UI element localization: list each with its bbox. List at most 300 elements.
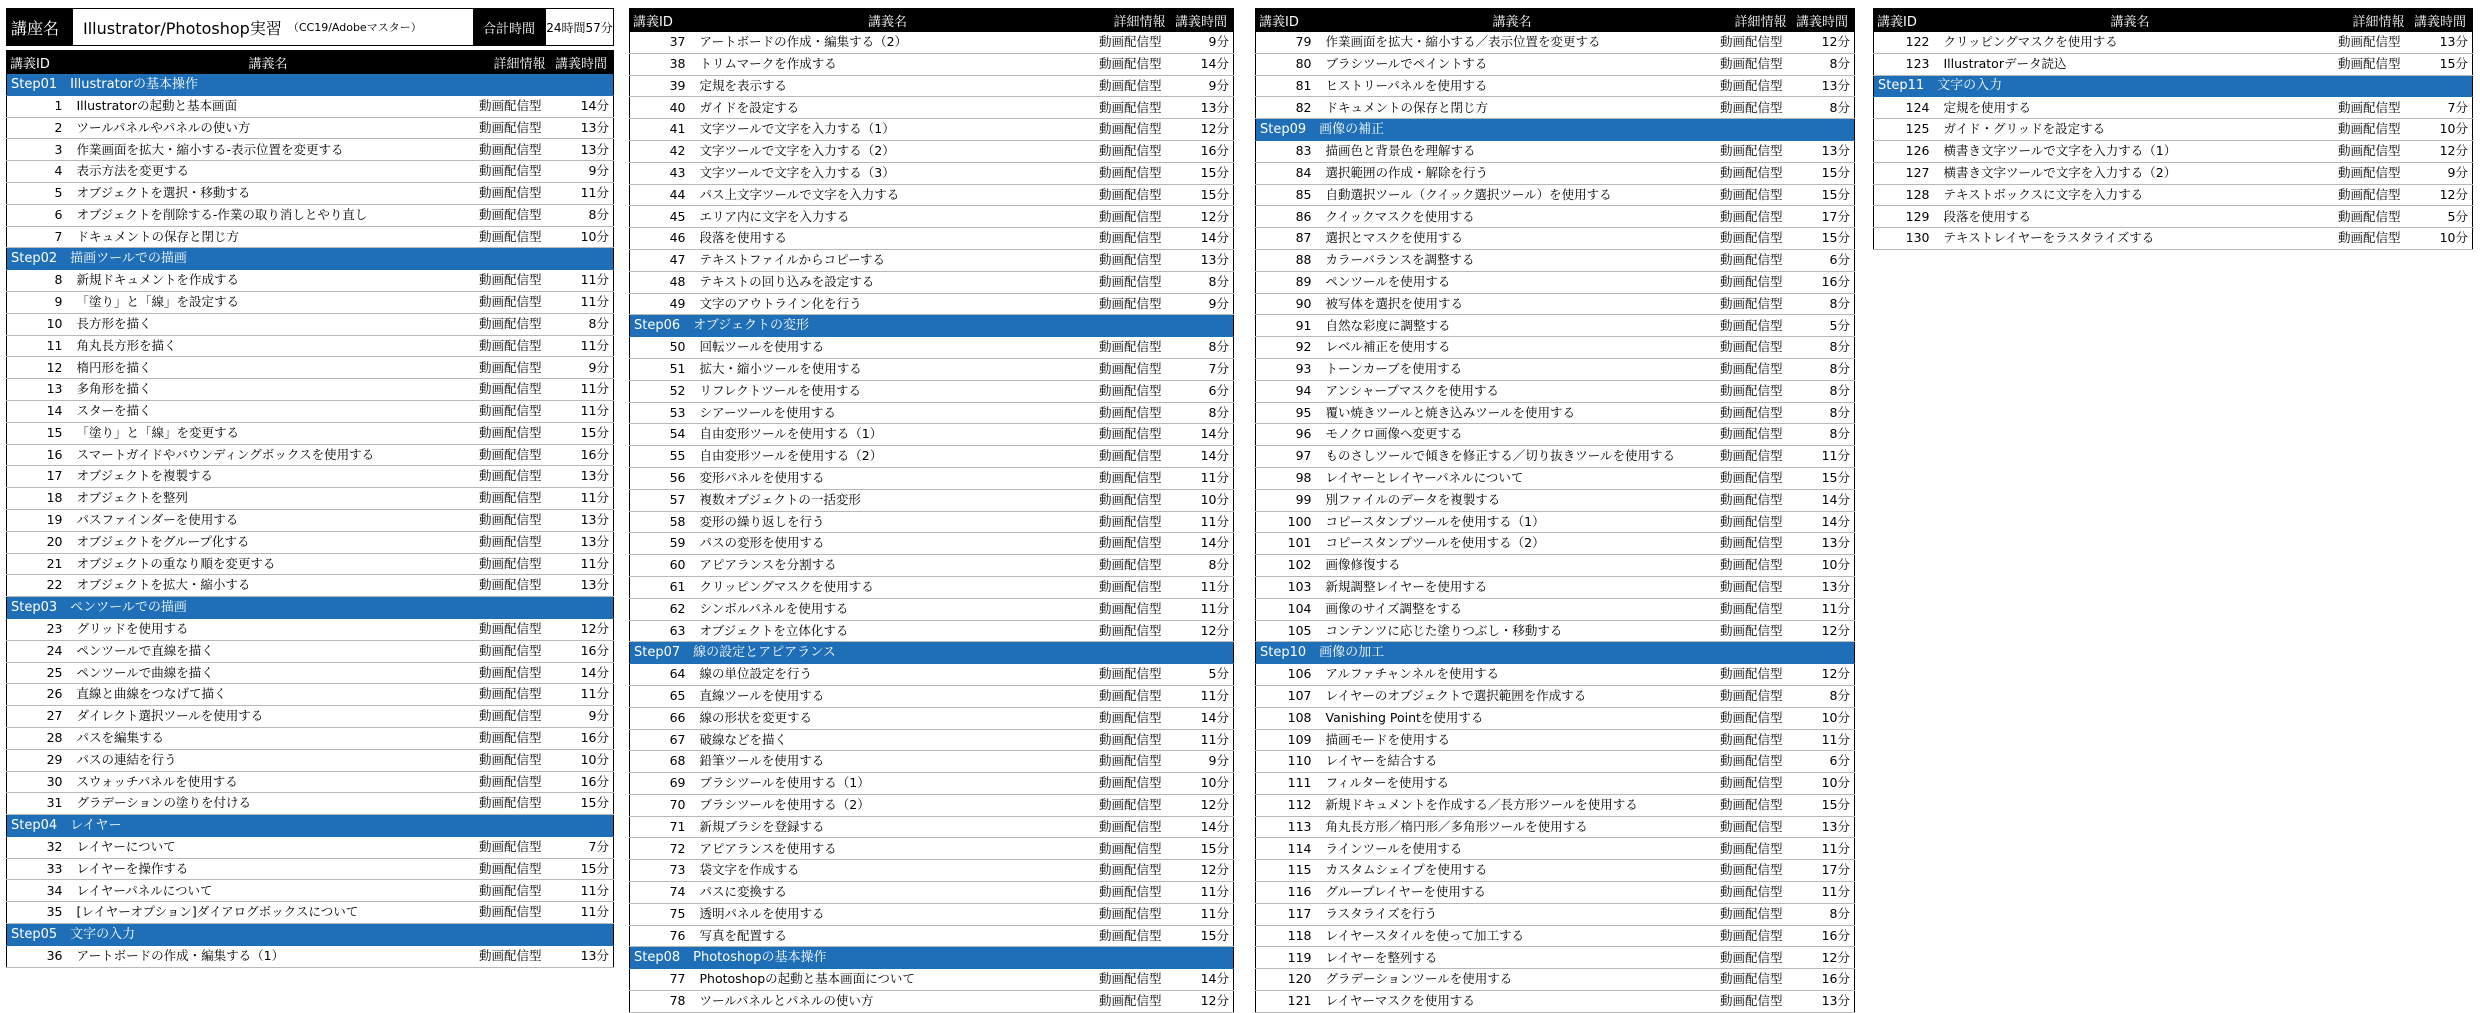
lecture-info: 動画配信型 xyxy=(1705,969,1791,991)
lecture-time: 13分 xyxy=(1791,576,1855,598)
lecture-info: 動画配信型 xyxy=(466,182,550,204)
lecture-info: 動画配信型 xyxy=(1705,337,1791,359)
total-time-value: 24時間57分 xyxy=(545,9,613,45)
lecture-time: 7分 xyxy=(550,836,614,858)
table-row xyxy=(630,816,1234,838)
table-row xyxy=(1256,140,1855,162)
step-title: Step02 描画ツールでの描画 xyxy=(7,248,614,270)
lecture-info: 動画配信型 xyxy=(1082,576,1170,598)
table-row xyxy=(7,727,614,749)
lecture-info: 動画配信型 xyxy=(1082,838,1170,860)
lecture-name: 文字ツールで文字を入力する（3） xyxy=(694,162,1082,184)
lecture-info: 動画配信型 xyxy=(466,400,550,422)
lecture-id: 17 xyxy=(7,466,71,488)
lecture-id: 111 xyxy=(1256,773,1320,795)
lecture-column-1 xyxy=(6,8,614,968)
lecture-info: 動画配信型 xyxy=(1705,707,1791,729)
lecture-info: 動画配信型 xyxy=(2323,119,2409,141)
table-row xyxy=(7,204,614,226)
table-row xyxy=(630,969,1234,991)
lecture-info: 動画配信型 xyxy=(1082,620,1170,642)
lecture-info: 動画配信型 xyxy=(1705,838,1791,860)
lecture-id: 46 xyxy=(630,228,694,250)
lecture-id: 104 xyxy=(1256,598,1320,620)
lecture-time: 12分 xyxy=(1170,119,1234,141)
lecture-id: 81 xyxy=(1256,75,1320,97)
table-row xyxy=(7,880,614,902)
lecture-id: 37 xyxy=(630,32,694,53)
lecture-name: ツールパネルやパネルの使い方 xyxy=(71,117,466,139)
table-row xyxy=(1874,119,2473,141)
lecture-name: レイヤーを結合する xyxy=(1320,751,1705,773)
header-info: 詳細情報 xyxy=(1705,9,1791,33)
lecture-info: 動画配信型 xyxy=(466,379,550,401)
step-title: Step08 Photoshopの基本操作 xyxy=(630,947,1234,969)
header-id: 講義ID xyxy=(1874,9,1938,33)
table-row xyxy=(1256,991,1855,1013)
lecture-info: 動画配信型 xyxy=(466,575,550,597)
table-row xyxy=(1874,206,2473,228)
lecture-name: クリッピングマスクを使用する xyxy=(1938,32,2323,53)
step-title: Step05 文字の入力 xyxy=(7,924,614,946)
table-row xyxy=(1256,32,1855,53)
lecture-id: 41 xyxy=(630,119,694,141)
lecture-name: レイヤーのオブジェクトで選択範囲を作成する xyxy=(1320,685,1705,707)
table-row xyxy=(630,489,1234,511)
table-row xyxy=(1256,489,1855,511)
lecture-info: 動画配信型 xyxy=(1082,816,1170,838)
lecture-id: 83 xyxy=(1256,140,1320,162)
lecture-time: 13分 xyxy=(1170,249,1234,271)
table-row xyxy=(630,271,1234,293)
lecture-name: アートボードの作成・編集する（2） xyxy=(694,32,1082,53)
lecture-id: 106 xyxy=(1256,664,1320,686)
lecture-info: 動画配信型 xyxy=(1082,555,1170,577)
lecture-id: 100 xyxy=(1256,511,1320,533)
lecture-info: 動画配信型 xyxy=(1705,446,1791,468)
lecture-table xyxy=(6,50,614,968)
lecture-name: ダイレクト選択ツールを使用する xyxy=(71,706,466,728)
lecture-time: 9分 xyxy=(1170,751,1234,773)
lecture-info: 動画配信型 xyxy=(1705,816,1791,838)
step-title: Step09 画像の補正 xyxy=(1256,119,1855,141)
lecture-time: 13分 xyxy=(1170,97,1234,119)
table-row xyxy=(630,925,1234,947)
lecture-info: 動画配信型 xyxy=(1082,882,1170,904)
lecture-name: パス上文字ツールで文字を入力する xyxy=(694,184,1082,206)
lecture-time: 12分 xyxy=(2409,184,2473,206)
lecture-id: 39 xyxy=(630,75,694,97)
lecture-id: 55 xyxy=(630,446,694,468)
lecture-info: 動画配信型 xyxy=(466,902,550,924)
lecture-time: 14分 xyxy=(1170,424,1234,446)
lecture-id: 10 xyxy=(7,313,71,335)
lecture-time: 12分 xyxy=(1170,206,1234,228)
lecture-id: 13 xyxy=(7,379,71,401)
lecture-name: ツールパネルとパネルの使い方 xyxy=(694,991,1082,1013)
lecture-name: シンボルパネルを使用する xyxy=(694,598,1082,620)
lecture-info: 動画配信型 xyxy=(1082,969,1170,991)
lecture-info: 動画配信型 xyxy=(1082,162,1170,184)
lecture-time: 8分 xyxy=(1170,271,1234,293)
lecture-name: 角丸長方形／楕円形／多角形ツールを使用する xyxy=(1320,816,1705,838)
lecture-name: ペンツールで曲線を描く xyxy=(71,662,466,684)
lecture-info: 動画配信型 xyxy=(1082,511,1170,533)
lecture-id: 121 xyxy=(1256,991,1320,1013)
lecture-name: カスタムシェイプを使用する xyxy=(1320,860,1705,882)
lecture-info: 動画配信型 xyxy=(2323,206,2409,228)
lecture-name: オブジェクトを複製する xyxy=(71,466,466,488)
table-row xyxy=(1256,751,1855,773)
lecture-id: 114 xyxy=(1256,838,1320,860)
lecture-info: 動画配信型 xyxy=(1705,794,1791,816)
lecture-id: 91 xyxy=(1256,315,1320,337)
lecture-time: 16分 xyxy=(550,444,614,466)
lecture-time: 11分 xyxy=(550,182,614,204)
lecture-id: 5 xyxy=(7,182,71,204)
lecture-info: 動画配信型 xyxy=(1705,751,1791,773)
lecture-time: 12分 xyxy=(2409,140,2473,162)
lecture-time: 16分 xyxy=(1791,969,1855,991)
lecture-time: 10分 xyxy=(1791,773,1855,795)
lecture-id: 95 xyxy=(1256,402,1320,424)
lecture-info: 動画配信型 xyxy=(2323,184,2409,206)
lecture-info: 動画配信型 xyxy=(1705,271,1791,293)
lecture-time: 16分 xyxy=(1791,925,1855,947)
lecture-time: 10分 xyxy=(2409,228,2473,250)
table-row xyxy=(630,140,1234,162)
lecture-table xyxy=(629,8,1234,1013)
lecture-id: 105 xyxy=(1256,620,1320,642)
lecture-info: 動画配信型 xyxy=(2323,32,2409,53)
lecture-info: 動画配信型 xyxy=(466,727,550,749)
lecture-name: アルファチャンネルを使用する xyxy=(1320,664,1705,686)
lecture-time: 5分 xyxy=(1170,664,1234,686)
table-row xyxy=(630,119,1234,141)
table-row xyxy=(1256,860,1855,882)
lecture-id: 14 xyxy=(7,400,71,422)
lecture-time: 11分 xyxy=(550,880,614,902)
lecture-id: 8 xyxy=(7,270,71,292)
step-header-row xyxy=(630,642,1234,664)
lecture-name: アピアランスを使用する xyxy=(694,838,1082,860)
lecture-info: 動画配信型 xyxy=(1705,598,1791,620)
lecture-name: 覆い焼きツールと焼き込みツールを使用する xyxy=(1320,402,1705,424)
lecture-info: 動画配信型 xyxy=(466,618,550,640)
table-row xyxy=(1256,53,1855,75)
lecture-time: 11分 xyxy=(1791,446,1855,468)
table-row xyxy=(630,467,1234,489)
lecture-id: 128 xyxy=(1874,184,1938,206)
table-row xyxy=(1256,184,1855,206)
header-time: 講義時間 xyxy=(1791,9,1855,33)
lecture-time: 15分 xyxy=(1791,162,1855,184)
lecture-info: 動画配信型 xyxy=(1082,53,1170,75)
lecture-time: 6分 xyxy=(1791,751,1855,773)
lecture-name: 段落を使用する xyxy=(694,228,1082,250)
lecture-info: 動画配信型 xyxy=(2323,162,2409,184)
lecture-name: 画像修復する xyxy=(1320,555,1705,577)
lecture-time: 8分 xyxy=(550,204,614,226)
table-row xyxy=(1256,685,1855,707)
lecture-time: 9分 xyxy=(1170,32,1234,53)
lecture-id: 99 xyxy=(1256,489,1320,511)
table-row xyxy=(1256,576,1855,598)
step-title: Step03 ペンツールでの描画 xyxy=(7,597,614,619)
table-row xyxy=(1256,882,1855,904)
step-title: Step04 レイヤー xyxy=(7,815,614,837)
lecture-name: 選択とマスクを使用する xyxy=(1320,228,1705,250)
lecture-info: 動画配信型 xyxy=(466,270,550,292)
lecture-info: 動画配信型 xyxy=(466,749,550,771)
lecture-id: 97 xyxy=(1256,446,1320,468)
table-row xyxy=(630,184,1234,206)
lecture-name: レイヤーについて xyxy=(71,836,466,858)
lecture-id: 62 xyxy=(630,598,694,620)
lecture-time: 11分 xyxy=(550,291,614,313)
lecture-info: 動画配信型 xyxy=(1705,315,1791,337)
lecture-time: 14分 xyxy=(550,95,614,117)
lecture-id: 28 xyxy=(7,727,71,749)
lecture-name: 線の形状を変更する xyxy=(694,707,1082,729)
lecture-time: 11分 xyxy=(1170,598,1234,620)
lecture-name: 自由変形ツールを使用する（1） xyxy=(694,424,1082,446)
table-row xyxy=(630,751,1234,773)
table-row xyxy=(7,706,614,728)
lecture-name: グループレイヤーを使用する xyxy=(1320,882,1705,904)
step-title: Step11 文字の入力 xyxy=(1874,75,2473,97)
lecture-name: 写真を配置する xyxy=(694,925,1082,947)
table-row xyxy=(1874,32,2473,53)
lecture-name: クリッピングマスクを使用する xyxy=(694,576,1082,598)
lecture-name: 袋文字を作成する xyxy=(694,860,1082,882)
lecture-id: 32 xyxy=(7,836,71,858)
lecture-id: 63 xyxy=(630,620,694,642)
lecture-time: 8分 xyxy=(1170,555,1234,577)
lecture-name: 新規ドキュメントを作成する xyxy=(71,270,466,292)
lecture-name: [レイヤーオプション]ダイアログボックスについて xyxy=(71,902,466,924)
lecture-id: 60 xyxy=(630,555,694,577)
table-row xyxy=(630,685,1234,707)
lecture-id: 116 xyxy=(1256,882,1320,904)
lecture-name: オブジェクトを立体化する xyxy=(694,620,1082,642)
lecture-info: 動画配信型 xyxy=(1082,140,1170,162)
lecture-name: ブラシツールを使用する（2） xyxy=(694,794,1082,816)
lecture-id: 78 xyxy=(630,991,694,1013)
lecture-info: 動画配信型 xyxy=(1082,358,1170,380)
step-title: Step06 オブジェクトの変形 xyxy=(630,315,1234,337)
lecture-time: 14分 xyxy=(1170,533,1234,555)
lecture-id: 29 xyxy=(7,749,71,771)
lecture-id: 56 xyxy=(630,467,694,489)
table-row xyxy=(1256,555,1855,577)
lecture-info: 動画配信型 xyxy=(1705,729,1791,751)
lecture-time: 15分 xyxy=(550,858,614,880)
lecture-info: 動画配信型 xyxy=(466,662,550,684)
lecture-id: 98 xyxy=(1256,467,1320,489)
lecture-name: 透明パネルを使用する xyxy=(694,903,1082,925)
lecture-name: アートボードの作成・編集する（1） xyxy=(71,945,466,967)
lecture-time: 8分 xyxy=(1791,358,1855,380)
table-row xyxy=(7,945,614,967)
table-row xyxy=(630,794,1234,816)
lecture-info: 動画配信型 xyxy=(1082,32,1170,53)
lecture-name: クイックマスクを使用する xyxy=(1320,206,1705,228)
lecture-time: 14分 xyxy=(1170,53,1234,75)
lecture-info: 動画配信型 xyxy=(1705,53,1791,75)
lecture-info: 動画配信型 xyxy=(1705,773,1791,795)
lecture-time: 15分 xyxy=(1791,184,1855,206)
lecture-name: パスを編集する xyxy=(71,727,466,749)
lecture-id: 76 xyxy=(630,925,694,947)
step-header-row xyxy=(630,315,1234,337)
lecture-time: 17分 xyxy=(1791,860,1855,882)
lecture-id: 22 xyxy=(7,575,71,597)
lecture-id: 49 xyxy=(630,293,694,315)
lecture-info: 動画配信型 xyxy=(1705,228,1791,250)
lecture-time: 13分 xyxy=(550,117,614,139)
lecture-id: 15 xyxy=(7,422,71,444)
lecture-id: 102 xyxy=(1256,555,1320,577)
lecture-time: 14分 xyxy=(1170,228,1234,250)
table-row xyxy=(7,662,614,684)
lecture-info: 動画配信型 xyxy=(466,313,550,335)
step-header-row xyxy=(1874,75,2473,97)
course-header xyxy=(6,8,614,46)
lecture-id: 31 xyxy=(7,793,71,815)
lecture-info: 動画配信型 xyxy=(466,226,550,248)
lecture-name: 長方形を描く xyxy=(71,313,466,335)
lecture-time: 14分 xyxy=(1791,511,1855,533)
table-row xyxy=(1256,794,1855,816)
lecture-time: 7分 xyxy=(1170,358,1234,380)
lecture-name: 「塗り」と「線」を設定する xyxy=(71,291,466,313)
table-row xyxy=(1256,947,1855,969)
lecture-name: Vanishing Pointを使用する xyxy=(1320,707,1705,729)
lecture-id: 7 xyxy=(7,226,71,248)
lecture-name: 破線などを描く xyxy=(694,729,1082,751)
lecture-id: 61 xyxy=(630,576,694,598)
lecture-info: 動画配信型 xyxy=(1705,162,1791,184)
lecture-info: 動画配信型 xyxy=(466,553,550,575)
lecture-id: 64 xyxy=(630,664,694,686)
step-header-row xyxy=(7,597,614,619)
lecture-name: 文字ツールで文字を入力する（2） xyxy=(694,140,1082,162)
lecture-time: 8分 xyxy=(1170,337,1234,359)
lecture-info: 動画配信型 xyxy=(466,771,550,793)
table-row xyxy=(630,32,1234,53)
lecture-id: 43 xyxy=(630,162,694,184)
lecture-info: 動画配信型 xyxy=(2323,140,2409,162)
table-row xyxy=(1874,162,2473,184)
lecture-time: 13分 xyxy=(550,509,614,531)
lecture-info: 動画配信型 xyxy=(1705,685,1791,707)
table-row xyxy=(1874,140,2473,162)
lecture-id: 24 xyxy=(7,640,71,662)
lecture-id: 72 xyxy=(630,838,694,860)
lecture-time: 11分 xyxy=(1791,729,1855,751)
lecture-time: 12分 xyxy=(1170,991,1234,1013)
table-row xyxy=(630,358,1234,380)
lecture-info: 動画配信型 xyxy=(2323,53,2409,75)
lecture-name: Photoshopの起動と基本画面について xyxy=(694,969,1082,991)
table-row xyxy=(7,858,614,880)
lecture-info: 動画配信型 xyxy=(1705,925,1791,947)
table-row xyxy=(630,75,1234,97)
lecture-name: 線の単位設定を行う xyxy=(694,664,1082,686)
lecture-name: 被写体を選択を使用する xyxy=(1320,293,1705,315)
lecture-name: トーンカーブを使用する xyxy=(1320,358,1705,380)
table-row xyxy=(7,270,614,292)
lecture-info: 動画配信型 xyxy=(466,858,550,880)
course-name xyxy=(73,9,473,45)
lecture-id: 126 xyxy=(1874,140,1938,162)
lecture-time: 12分 xyxy=(1791,664,1855,686)
header-name: 講義名 xyxy=(1938,9,2323,33)
table-row xyxy=(1256,729,1855,751)
lecture-id: 20 xyxy=(7,531,71,553)
lecture-info: 動画配信型 xyxy=(466,422,550,444)
table-row xyxy=(630,773,1234,795)
lecture-name: オブジェクトを選択・移動する xyxy=(71,182,466,204)
header-id: 講義ID xyxy=(630,9,694,33)
table-row xyxy=(1256,707,1855,729)
lecture-info: 動画配信型 xyxy=(1705,576,1791,598)
lecture-time: 8分 xyxy=(1791,402,1855,424)
lecture-id: 82 xyxy=(1256,97,1320,119)
table-row xyxy=(7,226,614,248)
lecture-id: 90 xyxy=(1256,293,1320,315)
lecture-time: 13分 xyxy=(550,466,614,488)
lecture-info: 動画配信型 xyxy=(2323,228,2409,250)
lecture-time: 8分 xyxy=(1791,337,1855,359)
lecture-info: 動画配信型 xyxy=(1082,293,1170,315)
lecture-time: 11分 xyxy=(1791,838,1855,860)
lecture-time: 5分 xyxy=(1791,315,1855,337)
table-header-row xyxy=(7,51,614,75)
lecture-id: 25 xyxy=(7,662,71,684)
lecture-time: 11分 xyxy=(1170,729,1234,751)
table-row xyxy=(7,182,614,204)
table-row xyxy=(630,620,1234,642)
lecture-name: ラスタライズを行う xyxy=(1320,903,1705,925)
table-row xyxy=(630,598,1234,620)
lecture-info: 動画配信型 xyxy=(1082,685,1170,707)
lecture-name: コピースタンプツールを使用する（1） xyxy=(1320,511,1705,533)
lecture-name: 表示方法を変更する xyxy=(71,161,466,183)
lecture-info: 動画配信型 xyxy=(1082,337,1170,359)
lecture-info: 動画配信型 xyxy=(1082,424,1170,446)
step-header-row xyxy=(7,924,614,946)
lecture-info: 動画配信型 xyxy=(1705,620,1791,642)
lecture-id: 26 xyxy=(7,684,71,706)
lecture-column-3 xyxy=(1255,8,1855,1013)
lecture-info: 動画配信型 xyxy=(1082,533,1170,555)
lecture-time: 15分 xyxy=(2409,53,2473,75)
lecture-name: ドキュメントの保存と閉じ方 xyxy=(71,226,466,248)
lecture-id: 35 xyxy=(7,902,71,924)
lecture-name: 画像のサイズ調整をする xyxy=(1320,598,1705,620)
lecture-info: 動画配信型 xyxy=(1705,511,1791,533)
table-row xyxy=(7,379,614,401)
lecture-time: 15分 xyxy=(1791,794,1855,816)
lecture-name: フィルターを使用する xyxy=(1320,773,1705,795)
table-row xyxy=(7,466,614,488)
lecture-name: レイヤースタイルを使って加工する xyxy=(1320,925,1705,947)
lecture-time: 10分 xyxy=(1170,489,1234,511)
table-row xyxy=(7,684,614,706)
lecture-id: 130 xyxy=(1874,228,1938,250)
